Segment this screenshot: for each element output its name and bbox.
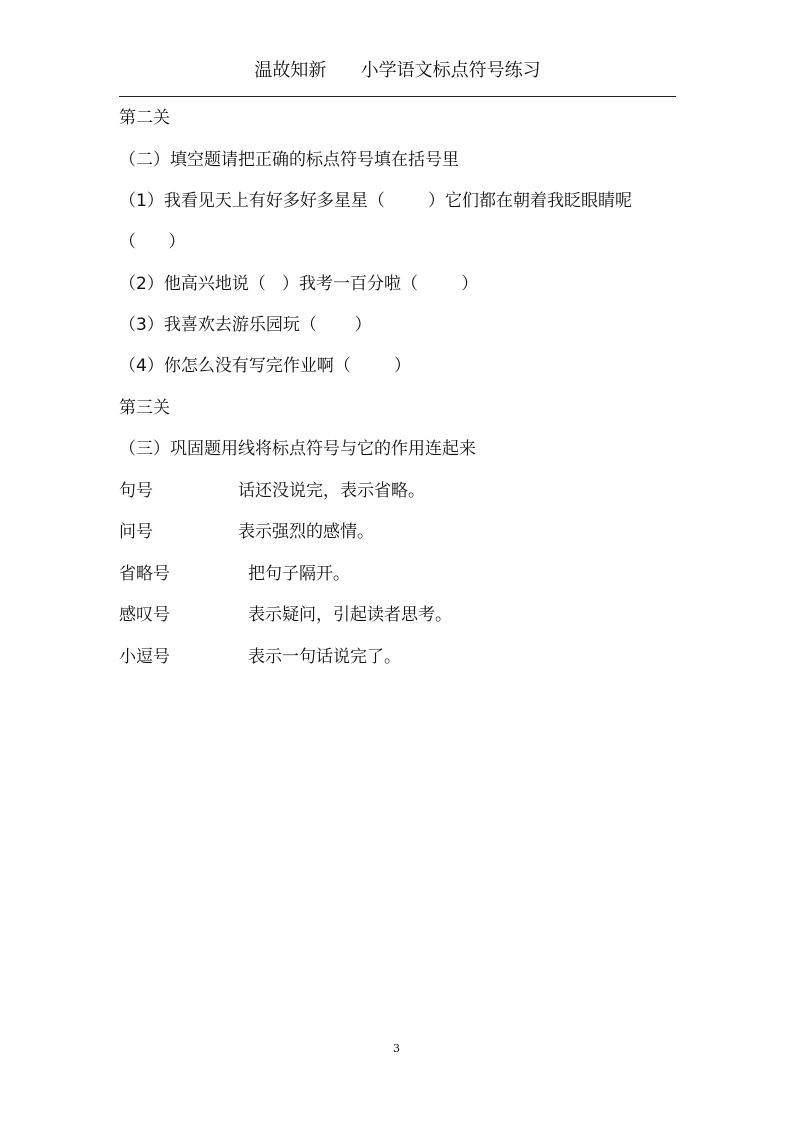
question-3: （3）我喜欢去游乐园玩（ ） — [119, 315, 372, 335]
section3-title: 第三关 — [119, 398, 170, 418]
question-1-line1: （1）我看见天上有好多好多星星（ ）它们都在朝着我眨眼睛呢 — [119, 191, 633, 211]
match-left-item: 省略号 — [119, 564, 170, 584]
page-header-title: 温故知新 小学语文标点符号练习 — [254, 60, 541, 81]
section2-title: 第二关 — [119, 108, 170, 128]
header-divider — [119, 96, 676, 97]
question-1-line2: （ ） — [119, 232, 186, 252]
section3-instruction: （三）巩固题用线将标点符号与它的作用连起来 — [119, 439, 476, 459]
match-right-item: 表示疑问，引起读者思考。 — [248, 605, 452, 625]
match-right-item: 表示强烈的感情。 — [238, 522, 374, 542]
question-4: （4）你怎么没有写完作业啊（ ） — [119, 356, 412, 376]
match-right-item: 话还没说完，表示省略。 — [238, 481, 425, 501]
section2-instruction: （二）填空题请把正确的标点符号填在括号里 — [119, 150, 459, 170]
question-2: （2）他高兴地说（ ）我考一百分啦（ ） — [119, 274, 479, 294]
match-left-item: 问号 — [119, 522, 153, 542]
match-right-item: 表示一句话说完了。 — [248, 647, 401, 667]
match-left-item: 感叹号 — [119, 605, 170, 625]
page-number: 3 — [393, 1042, 400, 1055]
match-left-item: 小逗号 — [119, 647, 170, 667]
match-left-item: 句号 — [119, 481, 153, 501]
match-right-item: 把句子隔开。 — [248, 564, 350, 584]
